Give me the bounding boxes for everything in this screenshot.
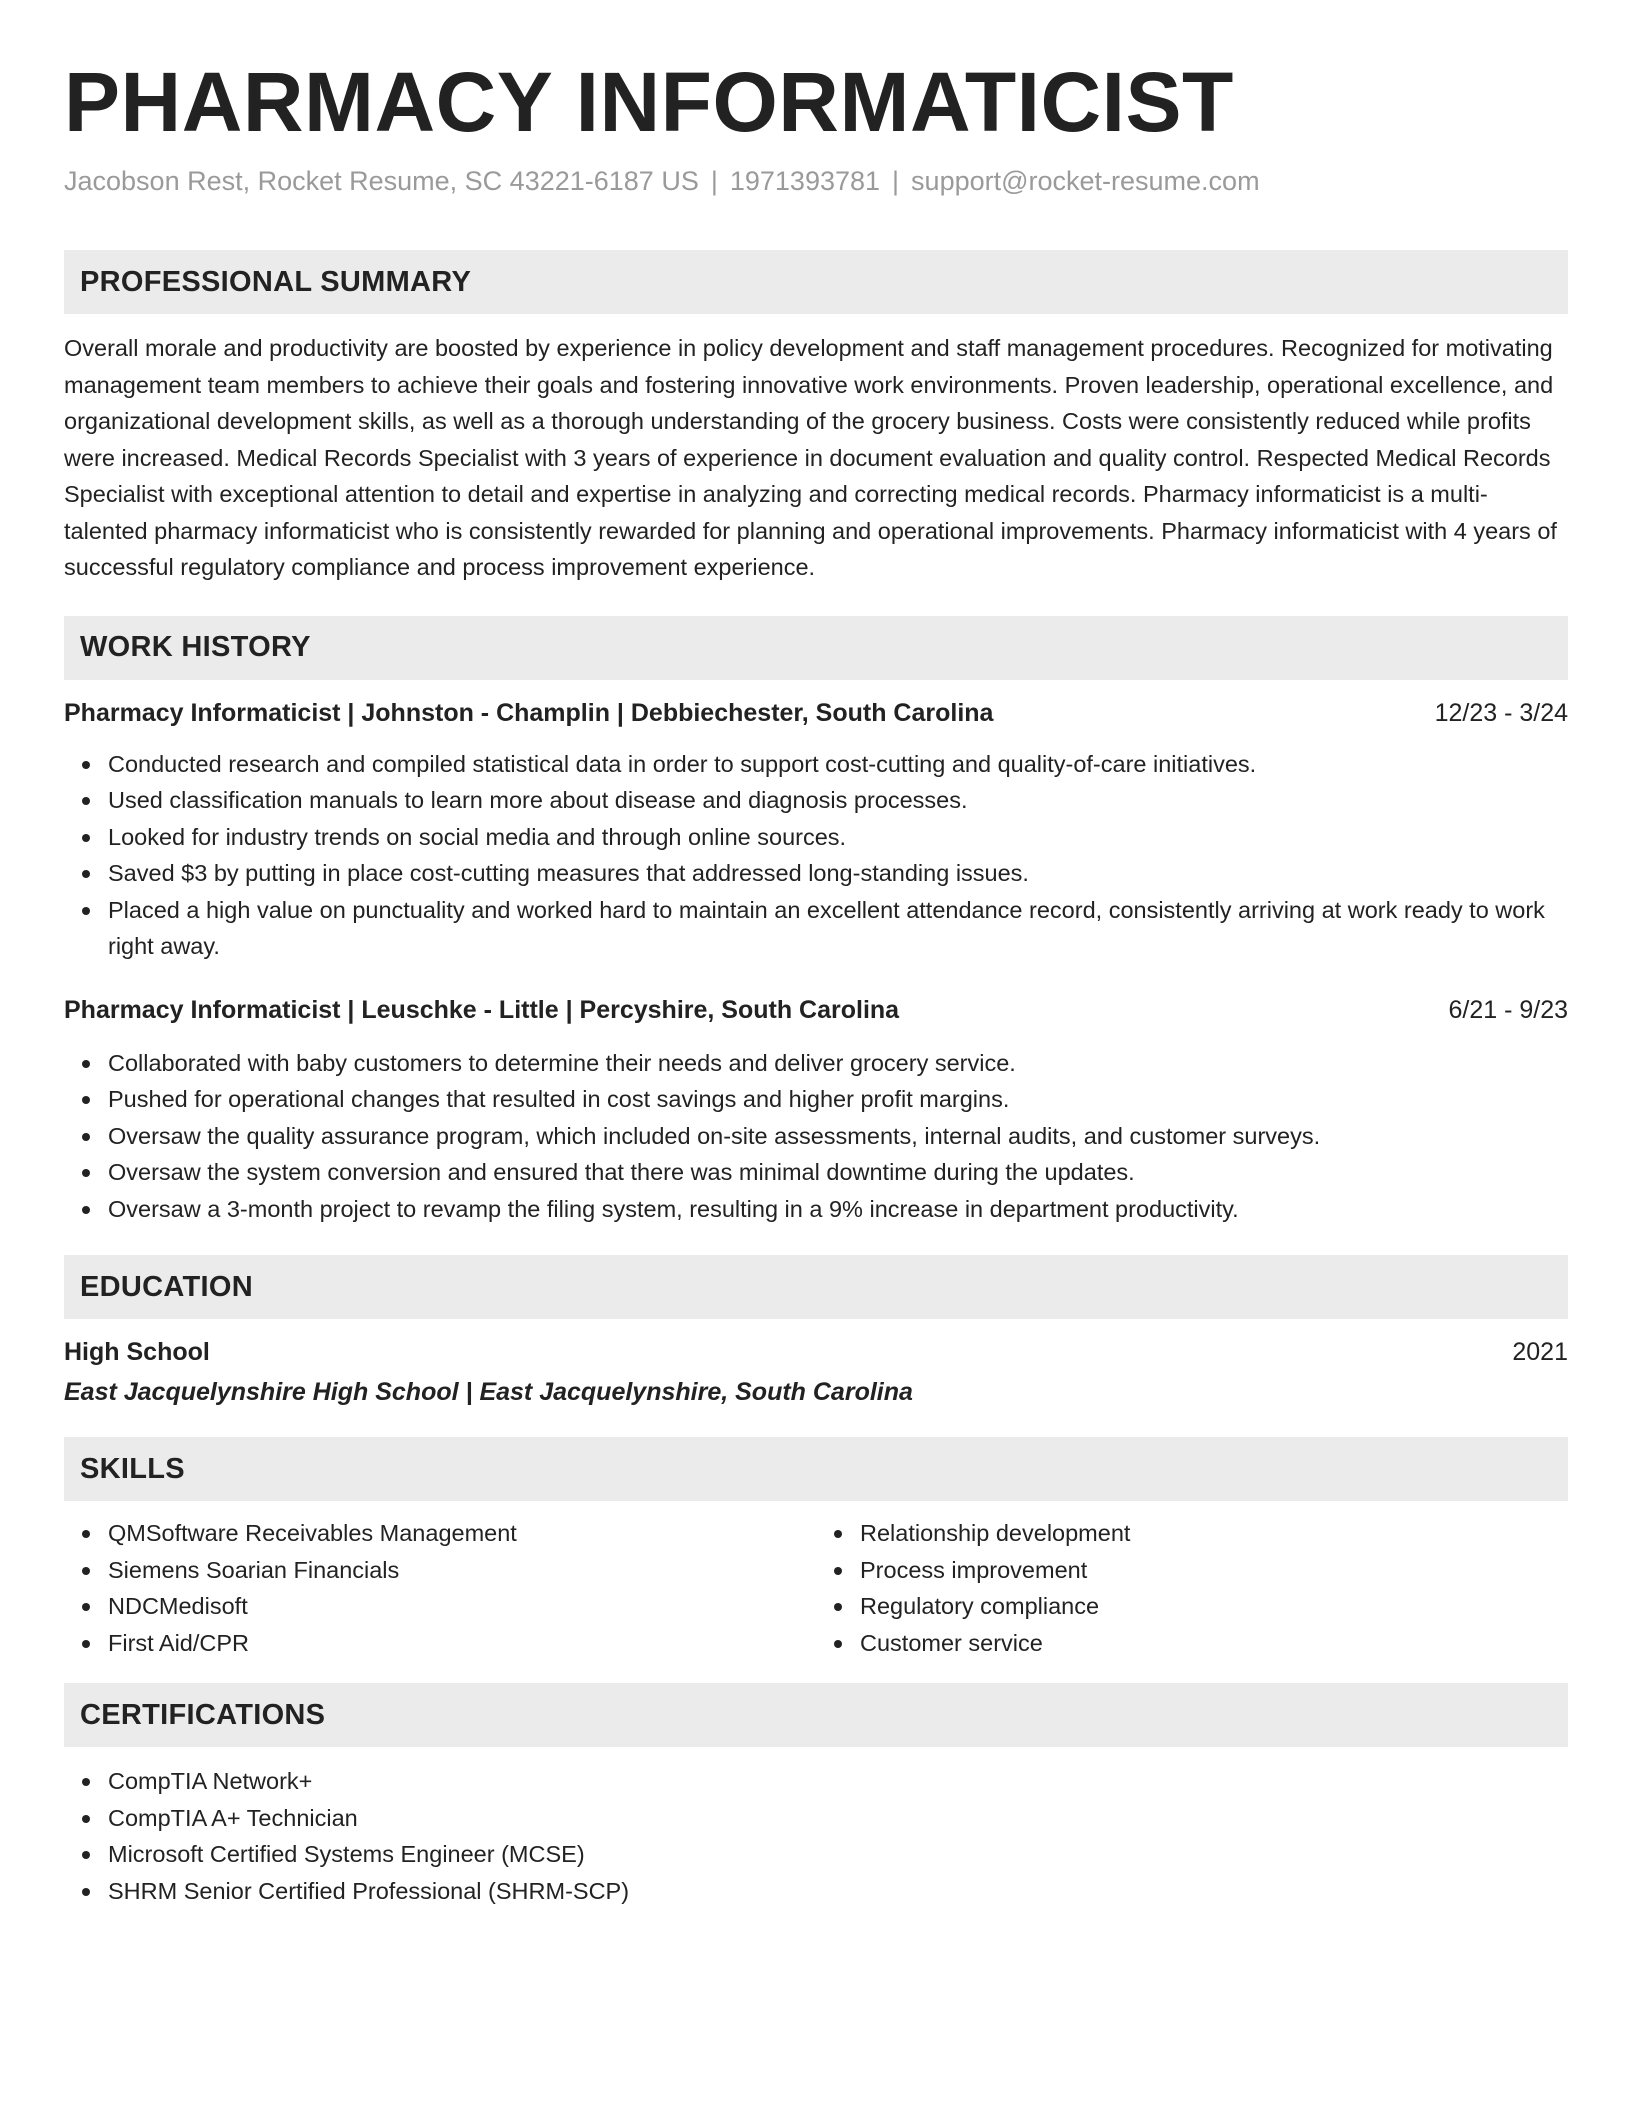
contact-line — [64, 164, 1568, 198]
certifications-list — [64, 1763, 1568, 1909]
education-year: 2021 — [1512, 1338, 1568, 1366]
summary-text: Overall morale and productivity are boosted by experience in policy development and staff management procedures. Recognized for motivating management team members to achieve their goals and fostering innovative work environments. Proven leadership, operational excellence, and organizational development skills, as well as a thorough understanding of the grocery business. Costs were consistently reduced while profits were increased. Medical Records Specialist with 3 years of experience in document evaluation and quality control. Respected Medical Records Specialist with exceptional attention to detail and expertise in analyzing and correcting medical records. Pharmacy informaticist is a multi-talented pharmacy informaticist who is consistently rewarded for planning and operational improvements. Pharmacy informaticist with 4 years of successful regulatory compliance and process improvement experience. — [64, 335, 1557, 580]
job-dates: 12/23 - 3/24 — [1434, 698, 1568, 727]
section-heading-work-history: WORK HISTORY — [64, 616, 1568, 680]
list-item: Looked for industry trends on social media and through online sources. — [108, 819, 1568, 856]
list-item: CompTIA Network+ — [108, 1763, 1568, 1800]
list-item: Saved $3 by putting in place cost-cutting measures that addressed long-standing issues. — [108, 855, 1568, 892]
section-heading-summary: PROFESSIONAL SUMMARY — [64, 250, 1568, 314]
list-item: Microsoft Certified Systems Engineer (MCSE) — [108, 1836, 1568, 1873]
list-item: QMSoftware Receivables Management — [108, 1515, 816, 1552]
list-item: Process improvement — [860, 1552, 1568, 1589]
list-item: Siemens Soarian Financials — [108, 1552, 816, 1589]
list-item: Customer service — [860, 1625, 1568, 1662]
skills-list — [64, 1515, 1568, 1661]
education-degree: High School — [64, 1338, 210, 1366]
list-item: Collaborated with baby customers to determine their needs and deliver grocery service. — [108, 1045, 1568, 1082]
job-dates: 6/21 - 9/23 — [1448, 995, 1568, 1024]
list-item: Regulatory compliance — [860, 1588, 1568, 1625]
job-header — [64, 696, 1568, 730]
job-entry — [64, 696, 1568, 965]
list-item: Oversaw a 3-month project to revamp the filing system, resulting in a 9% increase in department productivity. — [108, 1191, 1568, 1228]
contact-email: support@rocket-resume.com — [911, 166, 1260, 196]
list-item: CompTIA A+ Technician — [108, 1800, 1568, 1837]
skills-column-left — [64, 1515, 816, 1661]
contact-phone: 1971393781 — [729, 166, 881, 196]
job-title: Pharmacy Informaticist | Leuschke - Little | Percyshire, South Carolina — [64, 995, 900, 1024]
job-bullets — [64, 1045, 1568, 1228]
list-item: SHRM Senior Certified Professional (SHRM-SCP) — [108, 1873, 1568, 1910]
contact-separator: | — [892, 166, 900, 196]
section-heading-skills: SKILLS — [64, 1437, 1568, 1501]
contact-address: Jacobson Rest, Rocket Resume, SC 43221-6187 US — [64, 166, 699, 196]
education-institution: East Jacquelynshire High School | East Jacquelynshire, South Carolina — [64, 1378, 913, 1406]
education-entry — [64, 1335, 1568, 1409]
list-item: First Aid/CPR — [108, 1625, 816, 1662]
list-item: Oversaw the system conversion and ensured that there was minimal downtime during the updates. — [108, 1154, 1568, 1191]
list-item: Relationship development — [860, 1515, 1568, 1552]
list-item: NDCMedisoft — [108, 1588, 816, 1625]
job-entry — [64, 993, 1568, 1228]
list-item: Placed a high value on punctuality and worked hard to maintain an excellent attendance record, consistently arriving at work ready to work right away. — [108, 892, 1568, 965]
section-heading-certifications: CERTIFICATIONS — [64, 1683, 1568, 1747]
list-item: Conducted research and compiled statistical data in order to support cost-cutting and quality-of-care initiatives. — [108, 746, 1568, 783]
education-header — [64, 1335, 1568, 1369]
list-item: Pushed for operational changes that resulted in cost savings and higher profit margins. — [108, 1081, 1568, 1118]
list-item: Used classification manuals to learn more about disease and diagnosis processes. — [108, 782, 1568, 819]
resume-name: PHARMACY INFORMATICIST — [64, 55, 1234, 149]
resume-page — [64, 0, 1568, 1909]
job-header — [64, 993, 1568, 1027]
skills-column-right — [816, 1515, 1568, 1661]
job-title: Pharmacy Informaticist | Johnston - Champlin | Debbiechester, South Carolina — [64, 698, 994, 727]
section-heading-education: EDUCATION — [64, 1255, 1568, 1319]
job-bullets — [64, 746, 1568, 965]
list-item: Oversaw the quality assurance program, which included on-site assessments, internal audits, and customer surveys. — [108, 1118, 1568, 1155]
contact-separator: | — [710, 166, 718, 196]
